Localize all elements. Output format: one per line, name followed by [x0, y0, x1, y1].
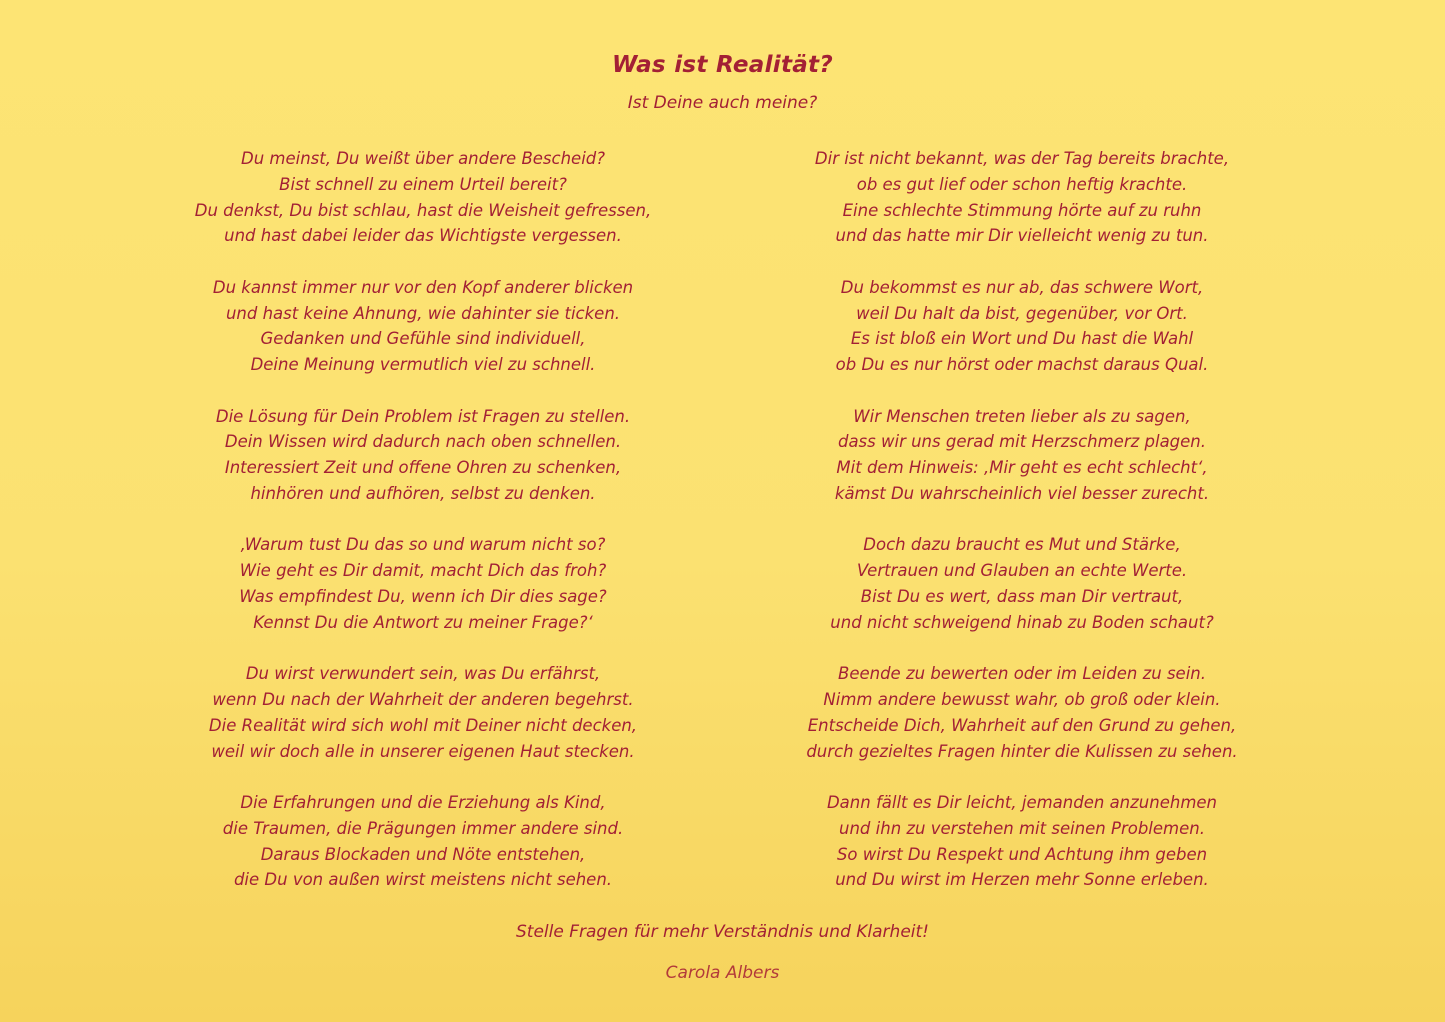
verse-line: Mit dem Hinweis: ‚Mir geht es echt schlecht‘,: [836, 458, 1208, 478]
verse-line: wenn Du nach der Wahrheit der anderen begehrst.: [212, 689, 634, 709]
verse-line: weil Du halt da bist, gegenüber, vor Ort.: [856, 303, 1188, 323]
verse-line: ob es gut lief oder schon heftig krachte.: [856, 174, 1188, 194]
stanza: [742, 532, 1302, 635]
stanza: [143, 532, 703, 635]
verse-line: Deine Meinung vermutlich viel zu schnell.: [250, 355, 596, 375]
verse-line: und ihn zu verstehen mit seinen Problemen.: [839, 818, 1205, 838]
stanza: [742, 661, 1302, 764]
closing-line: Stelle Fragen für mehr Verständnis und Klarheit!: [516, 922, 929, 942]
verse-line: ‚Warum tust Du das so und warum nicht so?: [240, 535, 606, 555]
verse-line: Die Realität wird sich wohl mit Deiner nicht decken,: [208, 715, 638, 735]
poem-subtitle: Ist Deine auch meine?: [627, 93, 818, 113]
stanza: [143, 404, 703, 507]
verse-line: dass wir uns gerad mit Herzschmerz plagen.: [837, 432, 1207, 452]
verse-line: Dann fällt es Dir leicht, jemanden anzunehmen: [826, 792, 1218, 812]
verse-line: So wirst Du Respekt und Achtung ihm geben: [836, 844, 1208, 864]
verse-line: kämst Du wahrscheinlich viel besser zurecht.: [834, 483, 1210, 503]
verse-line: Was empfindest Du, wenn ich Dir dies sage?: [239, 586, 607, 606]
stanza: [742, 146, 1302, 249]
verse-line: Du denkst, Du bist schlau, hast die Weisheit gefressen,: [194, 200, 652, 220]
verse-line: und hast dabei leider das Wichtigste vergessen.: [224, 226, 622, 246]
stanza: [143, 661, 703, 764]
stanza: [143, 790, 703, 893]
verse-line: hinhören und aufhören, selbst zu denken.: [250, 483, 596, 503]
verse-line: die Du von außen wirst meistens nicht sehen.: [233, 870, 613, 890]
stanza: [143, 146, 703, 249]
verse-line: Interessiert Zeit und offene Ohren zu schenken,: [224, 458, 622, 478]
verse-line: Doch dazu braucht es Mut und Stärke,: [863, 535, 1181, 555]
verse-line: Die Lösung für Dein Problem ist Fragen zu stellen.: [215, 406, 631, 426]
verse-line: Beende zu bewerten oder im Leiden zu sein.: [838, 664, 1206, 684]
verse-line: Die Erfahrungen und die Erziehung als Kind,: [240, 792, 606, 812]
verse-line: Eine schlechte Stimmung hörte auf zu ruhn: [842, 200, 1202, 220]
verse-line: und nicht schweigend hinab zu Boden schaut?: [830, 612, 1214, 632]
verse-line: Wir Menschen treten lieber als zu sagen,: [853, 406, 1191, 426]
verse-line: und Du wirst im Herzen mehr Sonne erleben.: [835, 870, 1209, 890]
verse-line: Du bekommst es nur ab, das schwere Wort,: [840, 277, 1204, 297]
verse-line: Gedanken und Gefühle sind individuell,: [260, 329, 586, 349]
stanza: [143, 275, 703, 378]
verse-line: Nimm andere bewusst wahr, ob groß oder klein.: [823, 689, 1221, 709]
verse-line: Bist schnell zu einem Urteil bereit?: [279, 174, 567, 194]
left-column: [143, 146, 703, 919]
verse-line: Du wirst verwundert sein, was Du erfährst,: [245, 664, 601, 684]
verse-line: und hast keine Ahnung, wie dahinter sie ticken.: [225, 303, 621, 323]
verse-line: weil wir doch alle in unserer eigenen Haut stecken.: [211, 741, 635, 761]
verse-line: die Traumen, die Prägungen immer andere sind.: [222, 818, 624, 838]
verse-line: durch gezieltes Fragen hinter die Kulissen zu sehen.: [806, 741, 1238, 761]
verse-line: und das hatte mir Dir vielleicht wenig zu tun.: [835, 226, 1209, 246]
verse-line: Vertrauen und Glauben an echte Werte.: [856, 561, 1188, 581]
verse-line: Dir ist nicht bekannt, was der Tag bereits brachte,: [814, 149, 1230, 168]
poem-title: Was ist Realität?: [611, 52, 833, 78]
stanza: [742, 790, 1302, 893]
verse-line: Bist Du es wert, dass man Dir vertraut,: [860, 586, 1184, 606]
verse-line: Dein Wissen wird dadurch nach oben schnellen.: [224, 432, 622, 452]
verse-line: Wie geht es Dir damit, macht Dich das froh?: [239, 561, 607, 581]
verse-line: Es ist bloß ein Wort und Du hast die Wahl: [850, 329, 1194, 349]
right-column: [742, 146, 1302, 919]
stanza: [742, 275, 1302, 378]
verse-line: Du kannst immer nur vor den Kopf anderer blicken: [212, 277, 634, 297]
verse-line: Du meinst, Du weißt über andere Bescheid?: [240, 149, 606, 168]
stanza: [742, 404, 1302, 507]
author-name: Carola Albers: [665, 963, 780, 983]
verse-line: Entscheide Dich, Wahrheit auf den Grund zu gehen,: [807, 715, 1237, 735]
verse-line: Kennst Du die Antwort zu meiner Frage?‘: [253, 612, 593, 632]
verse-line: ob Du es nur hörst oder machst daraus Qual.: [835, 355, 1209, 375]
verse-line: Daraus Blockaden und Nöte entstehen,: [260, 844, 586, 864]
